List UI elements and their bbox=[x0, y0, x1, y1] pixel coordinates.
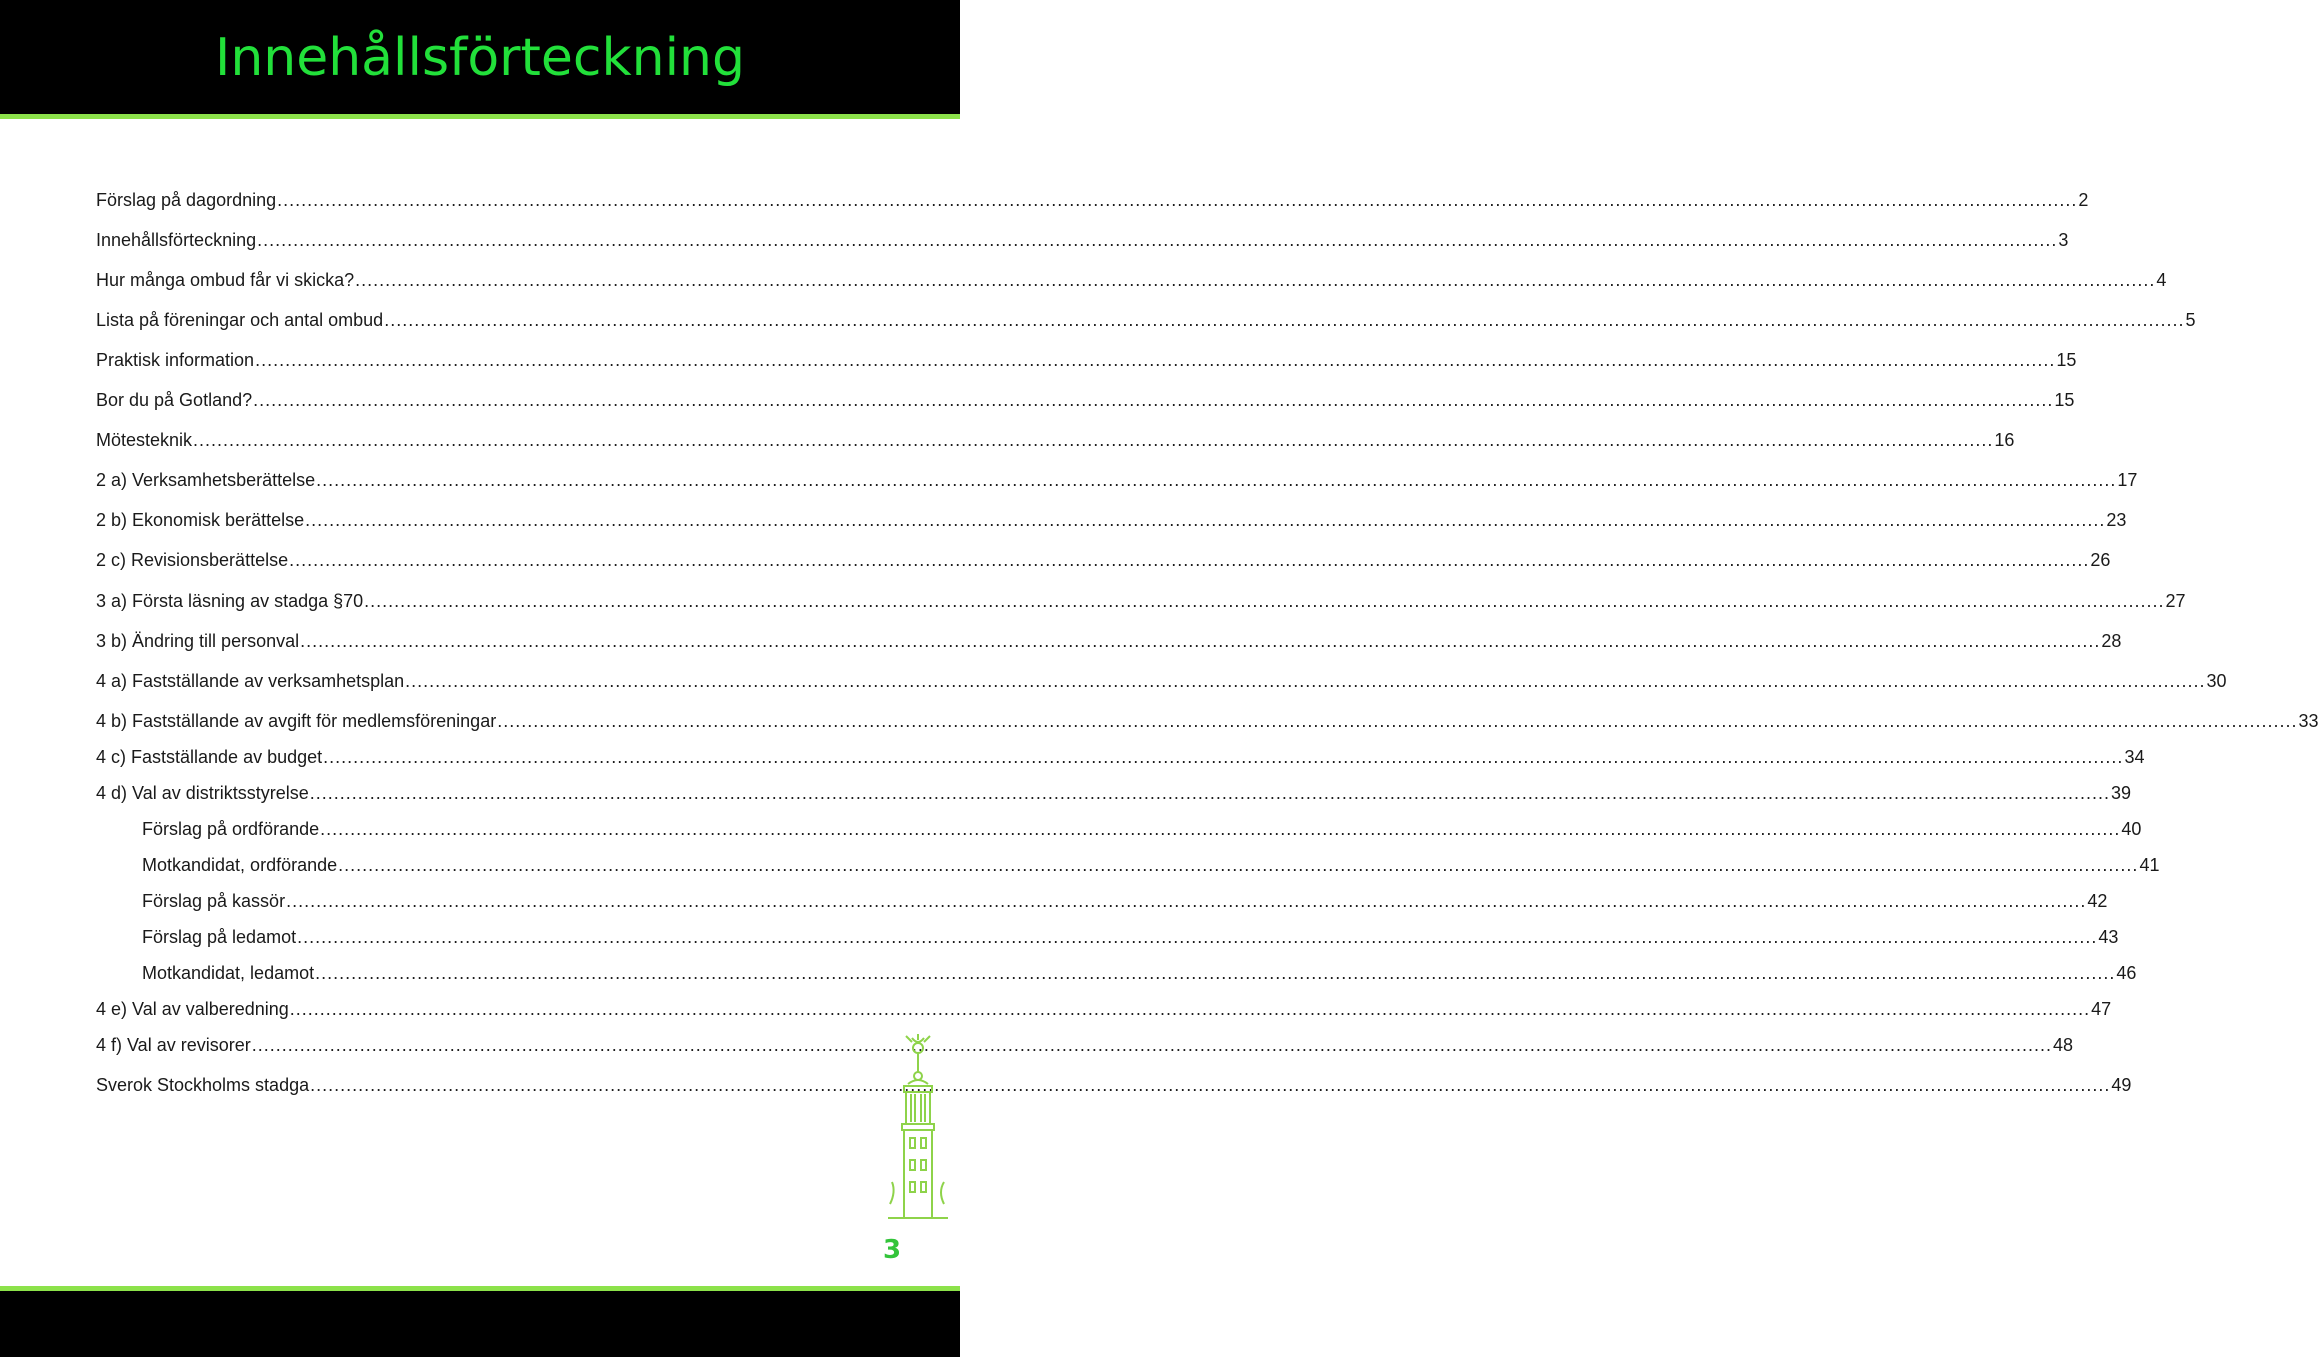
toc-entry-label: 3 a) Första läsning av stadga §70 bbox=[96, 591, 364, 611]
toc-leader-dots: ............................................................................................................................................................................................................................................................................................................ bbox=[289, 550, 2090, 570]
toc-entry[interactable] bbox=[96, 995, 2112, 1023]
toc-leader-dots: ............................................................................................................................................................................................................................................................................................................ bbox=[289, 999, 2091, 1019]
toc-entry[interactable] bbox=[96, 1071, 2132, 1099]
toc-entry-page: 42 bbox=[2087, 891, 2108, 911]
toc-leader-dots: ............................................................................................................................................................................................................................................................................................................ bbox=[316, 470, 2117, 490]
toc-entry[interactable] bbox=[96, 667, 2227, 695]
toc-entry-page: 41 bbox=[2139, 855, 2160, 875]
toc-leader-dots: ............................................................................................................................................................................................................................................................................................................ bbox=[384, 310, 2185, 330]
toc-entry-page: 17 bbox=[2117, 470, 2138, 490]
toc-leader-dots: ............................................................................................................................................................................................................................................................................................................ bbox=[315, 963, 2116, 983]
toc-leader-dots: ............................................................................................................................................................................................................................................................................................................ bbox=[193, 430, 1994, 450]
toc-entry-label: Mötesteknik bbox=[96, 430, 193, 450]
toc-leader-dots: ............................................................................................................................................................................................................................................................................................................ bbox=[277, 190, 2078, 210]
toc-leader-dots: ............................................................................................................................................................................................................................................................................................................ bbox=[255, 350, 2056, 370]
toc-entry[interactable] bbox=[142, 887, 2108, 915]
toc-leader-dots: ............................................................................................................................................................................................................................................................................................................ bbox=[405, 671, 2206, 691]
toc-entry-label: 2 a) Verksamhetsberättelse bbox=[96, 470, 316, 490]
toc-entry-label: 4 d) Val av distriktsstyrelse bbox=[96, 783, 309, 803]
toc-entry[interactable] bbox=[96, 707, 2319, 735]
toc-leader-dots: ............................................................................................................................................................................................................................................................................................................ bbox=[257, 230, 2058, 250]
toc-entry-page: 40 bbox=[2121, 819, 2142, 839]
toc-entry[interactable] bbox=[96, 779, 2132, 807]
toc-entry-page: 15 bbox=[2056, 350, 2077, 370]
toc-entry-label: Bor du på Gotland? bbox=[96, 390, 253, 410]
city-hall-tower-icon bbox=[884, 1032, 952, 1222]
toc-entry-label: Motkandidat, ordförande bbox=[142, 855, 338, 875]
toc-entry[interactable] bbox=[96, 266, 2167, 294]
toc-entry-page: 34 bbox=[2124, 747, 2145, 767]
toc-entry-label: Förslag på ordförande bbox=[142, 819, 320, 839]
toc-leader-dots: ............................................................................................................................................................................................................................................................................................................ bbox=[297, 927, 2098, 947]
toc-entry-page: 28 bbox=[2101, 631, 2122, 651]
toc-leader-dots: ............................................................................................................................................................................................................................................................................................................ bbox=[300, 631, 2101, 651]
toc-leader-dots: ............................................................................................................................................................................................................................................................................................................ bbox=[310, 1075, 2111, 1095]
toc-entry-label: Praktisk information bbox=[96, 350, 255, 370]
toc-entry-page: 48 bbox=[2053, 1035, 2074, 1055]
toc-entry-label: 2 b) Ekonomisk berättelse bbox=[96, 510, 305, 530]
toc-entry-label: 4 b) Fastställande av avgift för medlemsföreningar bbox=[96, 711, 497, 731]
toc-entry[interactable] bbox=[142, 851, 2160, 879]
toc-entry-page: 33 bbox=[2298, 711, 2319, 731]
toc-leader-dots: ............................................................................................................................................................................................................................................................................................................ bbox=[355, 270, 2156, 290]
toc-entry[interactable] bbox=[96, 346, 2077, 374]
toc-entry[interactable] bbox=[96, 1031, 2074, 1059]
toc-entry[interactable] bbox=[96, 627, 2122, 655]
toc-entry-page: 15 bbox=[2054, 390, 2075, 410]
toc-entry-page: 5 bbox=[2185, 310, 2196, 330]
toc-entry-page: 4 bbox=[2156, 270, 2167, 290]
toc-leader-dots: ............................................................................................................................................................................................................................................................................................................ bbox=[305, 510, 2106, 530]
toc-entry[interactable] bbox=[96, 226, 2069, 254]
toc-entry[interactable] bbox=[96, 546, 2111, 574]
toc-entry-page: 3 bbox=[2058, 230, 2069, 250]
toc-entry-label: Förslag på ledamot bbox=[142, 927, 297, 947]
toc-entry-label: 4 f) Val av revisorer bbox=[96, 1035, 251, 1055]
toc-entry-label: Hur många ombud får vi skicka? bbox=[96, 270, 355, 290]
toc-entry-label: 4 c) Fastställande av budget bbox=[96, 747, 323, 767]
footer-band bbox=[0, 1291, 960, 1357]
toc-entry-label: Förslag på dagordning bbox=[96, 190, 277, 210]
toc-entry-page: 23 bbox=[2106, 510, 2127, 530]
toc-leader-dots: ............................................................................................................................................................................................................................................................................................................ bbox=[323, 747, 2124, 767]
toc-entry-label: 3 b) Ändring till personval bbox=[96, 631, 300, 651]
toc-entry-label: Sverok Stockholms stadga bbox=[96, 1075, 310, 1095]
toc-entry-label: Lista på föreningar och antal ombud bbox=[96, 310, 384, 330]
toc-entry-label: 4 a) Fastställande av verksamhetsplan bbox=[96, 671, 405, 691]
toc-entry[interactable] bbox=[96, 386, 2075, 414]
toc-entry-label: 4 e) Val av valberedning bbox=[96, 999, 289, 1019]
toc-entry-label: Innehållsförteckning bbox=[96, 230, 257, 250]
toc-entry-label: Förslag på kassör bbox=[142, 891, 286, 911]
toc-leader-dots: ............................................................................................................................................................................................................................................................................................................ bbox=[497, 711, 2298, 731]
toc-entry[interactable] bbox=[96, 306, 2196, 334]
toc-entry[interactable] bbox=[142, 959, 2137, 987]
page-title: Innehållsförteckning bbox=[214, 28, 745, 88]
toc-leader-dots: ............................................................................................................................................................................................................................................................................................................ bbox=[309, 783, 2111, 803]
toc-entry[interactable] bbox=[96, 186, 2089, 214]
page-number: 3 bbox=[882, 1235, 902, 1265]
toc-entry-page: 27 bbox=[2165, 591, 2186, 611]
toc-entry-page: 30 bbox=[2206, 671, 2227, 691]
toc-entry-label: 2 c) Revisionsberättelse bbox=[96, 550, 289, 570]
toc-leader-dots: ............................................................................................................................................................................................................................................................................................................ bbox=[251, 1035, 2053, 1055]
toc-entry[interactable] bbox=[96, 466, 2138, 494]
toc-entry[interactable] bbox=[96, 506, 2127, 534]
toc-leader-dots: ............................................................................................................................................................................................................................................................................................................ bbox=[364, 591, 2165, 611]
toc-leader-dots: ............................................................................................................................................................................................................................................................................................................ bbox=[320, 819, 2121, 839]
toc-entry-page: 43 bbox=[2098, 927, 2119, 947]
toc-entry[interactable] bbox=[142, 815, 2142, 843]
toc-entry-page: 49 bbox=[2111, 1075, 2132, 1095]
toc-entry[interactable] bbox=[96, 587, 2186, 615]
toc-entry-page: 26 bbox=[2090, 550, 2111, 570]
toc-entry-page: 39 bbox=[2111, 783, 2132, 803]
toc-leader-dots: ............................................................................................................................................................................................................................................................................................................ bbox=[286, 891, 2087, 911]
toc-entry-page: 46 bbox=[2116, 963, 2137, 983]
toc-entry-label: Motkandidat, ledamot bbox=[142, 963, 315, 983]
toc-entry[interactable] bbox=[96, 426, 2015, 454]
toc-entry[interactable] bbox=[142, 923, 2119, 951]
toc-leader-dots: ............................................................................................................................................................................................................................................................................................................ bbox=[253, 390, 2054, 410]
toc-leader-dots: ............................................................................................................................................................................................................................................................................................................ bbox=[338, 855, 2139, 875]
toc-entry-page: 2 bbox=[2078, 190, 2089, 210]
toc-entry-page: 16 bbox=[1994, 430, 2015, 450]
toc-entry[interactable] bbox=[96, 743, 2145, 771]
toc-entry-page: 47 bbox=[2091, 999, 2112, 1019]
